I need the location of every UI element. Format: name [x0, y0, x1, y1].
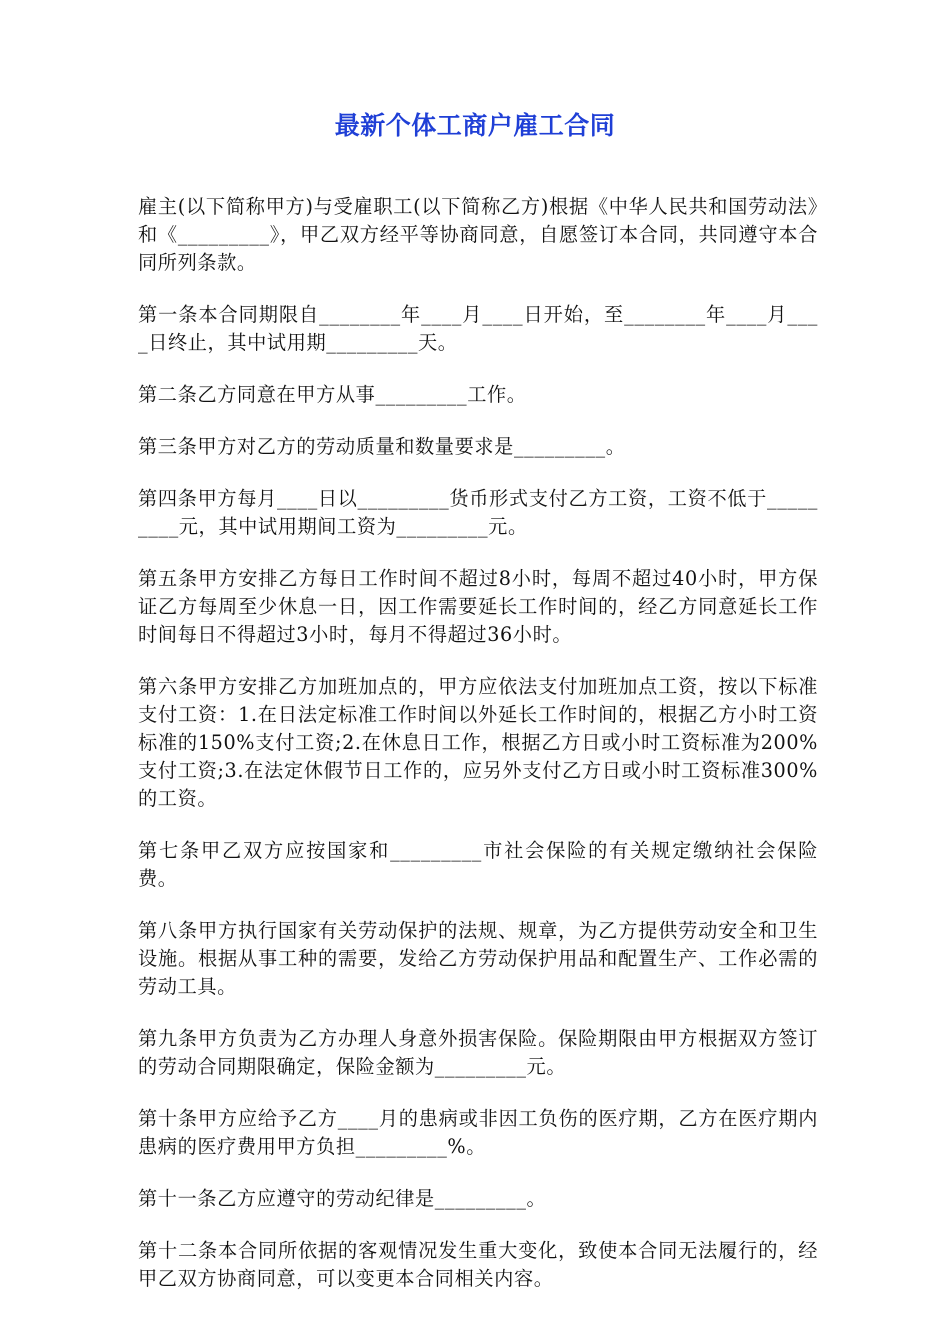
- article-4-paragraph: 第四条甲方每月____日以_________货币形式支付乙方工资，工资不低于_________元，其中试用期间工资为_________元。: [138, 487, 818, 538]
- document-title: 最新个体工商户雇工合同: [334, 111, 616, 140]
- article-10-paragraph: 第十条甲方应给予乙方____月的患病或非因工负伤的医疗期，乙方在医疗期内患病的医疗费用甲方负担_________%。: [138, 1107, 818, 1158]
- article-1-paragraph: 第一条本合同期限自________年____月____日开始，至________年____月____日终止，其中试用期_________天。: [138, 303, 818, 354]
- article-12-paragraph: 第十二条本合同所依据的客观情况发生重大变化，致使本合同无法履行的，经甲乙双方协商同意，可以变更本合同相关内容。: [138, 1239, 818, 1290]
- article-7-paragraph: 第七条甲乙双方应按国家和_________市社会保险的有关规定缴纳社会保险费。: [138, 839, 818, 890]
- article-11-paragraph: 第十一条乙方应遵守的劳动纪律是_________。: [138, 1187, 547, 1210]
- preamble-paragraph: 雇主(以下简称甲方)与受雇职工(以下简称乙方)根据《中华人民共和国劳动法》和《_________》，甲乙双方经平等协商同意，自愿签订本合同，共同遵守本合同所列条款。: [138, 195, 818, 274]
- article-9-paragraph: 第九条甲方负责为乙方办理人身意外损害保险。保险期限由甲方根据双方签订的劳动合同期限确定，保险金额为_________元。: [138, 1027, 818, 1078]
- article-8-paragraph: 第八条甲方执行国家有关劳动保护的法规、规章，为乙方提供劳动安全和卫生设施。根据从事工种的需要，发给乙方劳动保护用品和配置生产、工作必需的劳动工具。: [138, 919, 818, 998]
- document-body: [138, 193, 818, 1317]
- article-3-paragraph: 第三条甲方对乙方的劳动质量和数量要求是_________。: [138, 435, 626, 458]
- article-6-paragraph: 第六条甲方安排乙方加班加点的，甲方应依法支付加班加点工资，按以下标准支付工资：1.在日法定标准工作时间以外延长工作时间的，根据乙方小时工资标准的150%支付工资;2.在休息日工作，根据乙方日或小时工资标准为200%支付工资;3.在法定休假节日工作的，应另外支付乙方日或小时工资标准300%的工资。: [138, 675, 818, 810]
- article-5-paragraph: 第五条甲方安排乙方每日工作时间不超过8小时，每周不超过40小时，甲方保证乙方每周至少休息一日，因工作需要延长工作时间的，经乙方同意延长工作时间每日不得超过3小时，每月不得超过36小时。: [138, 567, 818, 646]
- article-2-paragraph: 第二条乙方同意在甲方从事_________工作。: [138, 383, 527, 406]
